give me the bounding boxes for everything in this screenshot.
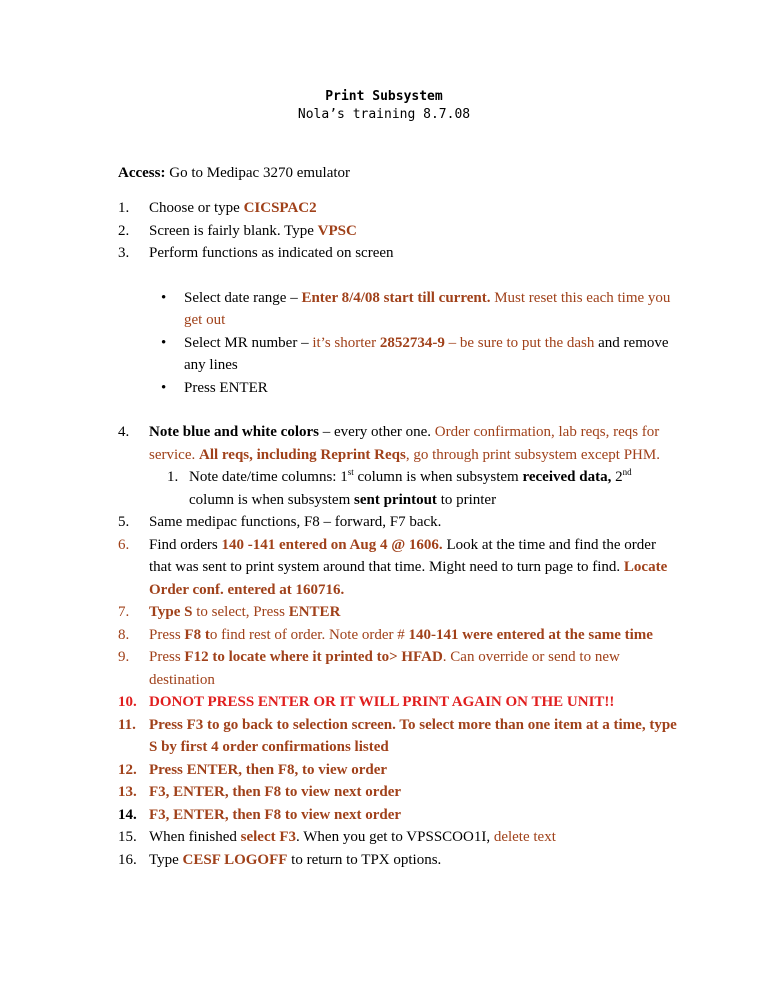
step-number: 11. [118, 716, 136, 733]
sub-text: to printer [436, 491, 497, 508]
bullet-list [149, 287, 678, 400]
access-line [118, 162, 350, 185]
step-text: Screen is fairly blank. Type [149, 222, 318, 239]
step-highlight: Locate Order conf. entered at 160716. [149, 559, 668, 598]
bullet-highlight: 2852734-9 [379, 334, 445, 351]
page-subtitle: Nola’s training 8.7.08 [297, 107, 471, 122]
step-note: delete text [493, 829, 556, 845]
step-text: to return to TPX options. [287, 851, 442, 868]
bullet-item [149, 287, 678, 332]
sub-text: Note date/time columns: 1 [189, 469, 348, 485]
step-highlight: F12 to locate where it printed to> HFAD [184, 649, 443, 665]
step-text: When finished [149, 829, 241, 845]
step-9 [118, 646, 678, 691]
sub-item [149, 466, 678, 511]
step-number: 3. [118, 245, 130, 261]
step-number: 2. [118, 222, 130, 239]
step-1 [118, 197, 678, 220]
bullet-note: Must reset this each time you get out [184, 289, 671, 328]
step-13 [118, 781, 678, 804]
step-note: Press [149, 649, 185, 665]
step-number: 12. [118, 761, 137, 778]
step-number: 16. [118, 851, 137, 868]
step-3 [118, 242, 678, 399]
sub-text: 2 [611, 469, 623, 485]
access-text: Go to Medipac 3270 emulator [169, 165, 351, 181]
bullet-dot-icon: • [161, 289, 167, 306]
step-text: Type [149, 851, 183, 868]
step-highlight: 140-141 were entered at the same time [408, 626, 653, 643]
bullet-text: and remove any lines [184, 334, 669, 373]
step-highlight: CESF LOGOFF [182, 851, 288, 868]
step-highlight: All reqs, including Reprint Reqs [198, 446, 406, 463]
step-text: Find orders [149, 536, 222, 553]
step-8 [118, 624, 678, 647]
bullet-text: Press ENTER [184, 379, 268, 396]
access-label: Access: [118, 165, 166, 181]
step-12 [118, 759, 678, 782]
superscript: nd [622, 467, 632, 477]
step-warning: DONOT PRESS ENTER OR IT WILL PRINT AGAIN ON THE UNIT!! [149, 694, 615, 710]
step-highlight: F3, ENTER, then F8 to view next order [149, 784, 402, 800]
step-text: Look at the time and find the order that was sent to print system around that time. Might need to turn page to find. [149, 536, 656, 575]
step-highlight: CICSPAC2 [243, 200, 317, 216]
bullet-dot-icon: • [161, 379, 167, 396]
step-note: Press [149, 626, 185, 643]
step-highlight: F3, ENTER, then F8 to view next order [149, 806, 402, 823]
step-7 [118, 601, 678, 624]
step-note: to select, Press [192, 604, 289, 620]
step-text: Same medipac functions, F8 – forward, F7 back. [149, 514, 442, 530]
step-text: – every other one. [319, 424, 435, 440]
step-number: 13. [118, 784, 137, 800]
step-5 [118, 511, 678, 534]
sub-bold: sent printout [354, 491, 437, 508]
step-6 [118, 534, 678, 602]
sub-text: column is when subsystem [353, 469, 523, 485]
step-highlight: Type S [149, 604, 193, 620]
superscript: st [347, 467, 354, 477]
sub-list [149, 466, 678, 511]
step-highlight: F8 t [184, 626, 210, 643]
step-number: 9. [118, 649, 130, 665]
step-text: Perform functions as indicated on screen [149, 245, 394, 261]
step-note: o find rest of order. Note order # [209, 626, 409, 643]
step-number: 6. [118, 536, 130, 553]
step-note: , go through print subsystem except PHM. [405, 446, 660, 463]
step-highlight: to go back to selection screen. To select more than one item at a time, type S by first 4 order confirmations listed [149, 716, 677, 755]
step-number: 15. [118, 829, 137, 845]
bullet-dot-icon: • [161, 334, 167, 351]
step-note: Order confirmation, lab reqs, reqs for service. [149, 424, 660, 463]
step-text: . When you get to VPSSCOO1I, [296, 829, 494, 845]
step-bold: Note blue and white colors [149, 424, 319, 440]
steps-list [118, 197, 678, 871]
step-highlight: Press ENTER, then F8, to view order [149, 761, 388, 778]
step-number: 8. [118, 626, 130, 643]
step-15 [118, 826, 678, 849]
bullet-item [149, 377, 678, 400]
bullet-note: it’s shorter [312, 334, 380, 351]
step-highlight: ENTER [288, 604, 341, 620]
step-highlight: Press F3 [149, 716, 204, 733]
step-text: Choose or type [149, 200, 244, 216]
bullet-text: Select MR number – [184, 334, 313, 351]
step-number: 5. [118, 514, 130, 530]
title-block [0, 88, 768, 124]
bullet-highlight: Enter 8/4/08 start till current. [301, 289, 491, 306]
step-number: 1. [118, 200, 130, 216]
sub-number: 1. [167, 469, 179, 485]
step-4 [118, 421, 678, 511]
step-note: . Can override or send to new destination [149, 649, 620, 688]
step-number: 10. [118, 694, 137, 710]
step-2 [118, 220, 678, 243]
step-number: 4. [118, 424, 130, 440]
step-highlight: VPSC [317, 222, 357, 239]
step-10 [118, 691, 678, 714]
bullet-item [149, 332, 678, 377]
step-14 [118, 804, 678, 827]
step-highlight: 140 -141 entered on Aug 4 @ 1606. [221, 536, 443, 553]
step-highlight: select F3 [240, 829, 297, 845]
page-title: Print Subsystem [325, 89, 443, 104]
sub-bold: received data, [522, 469, 612, 485]
step-11 [118, 714, 678, 759]
bullet-text: Select date range – [184, 289, 302, 306]
bullet-note: – be sure to put the dash [444, 334, 595, 351]
step-number: 7. [118, 604, 130, 620]
step-16 [118, 849, 678, 872]
sub-text: column is when subsystem [189, 491, 354, 508]
step-number: 14. [118, 806, 137, 823]
